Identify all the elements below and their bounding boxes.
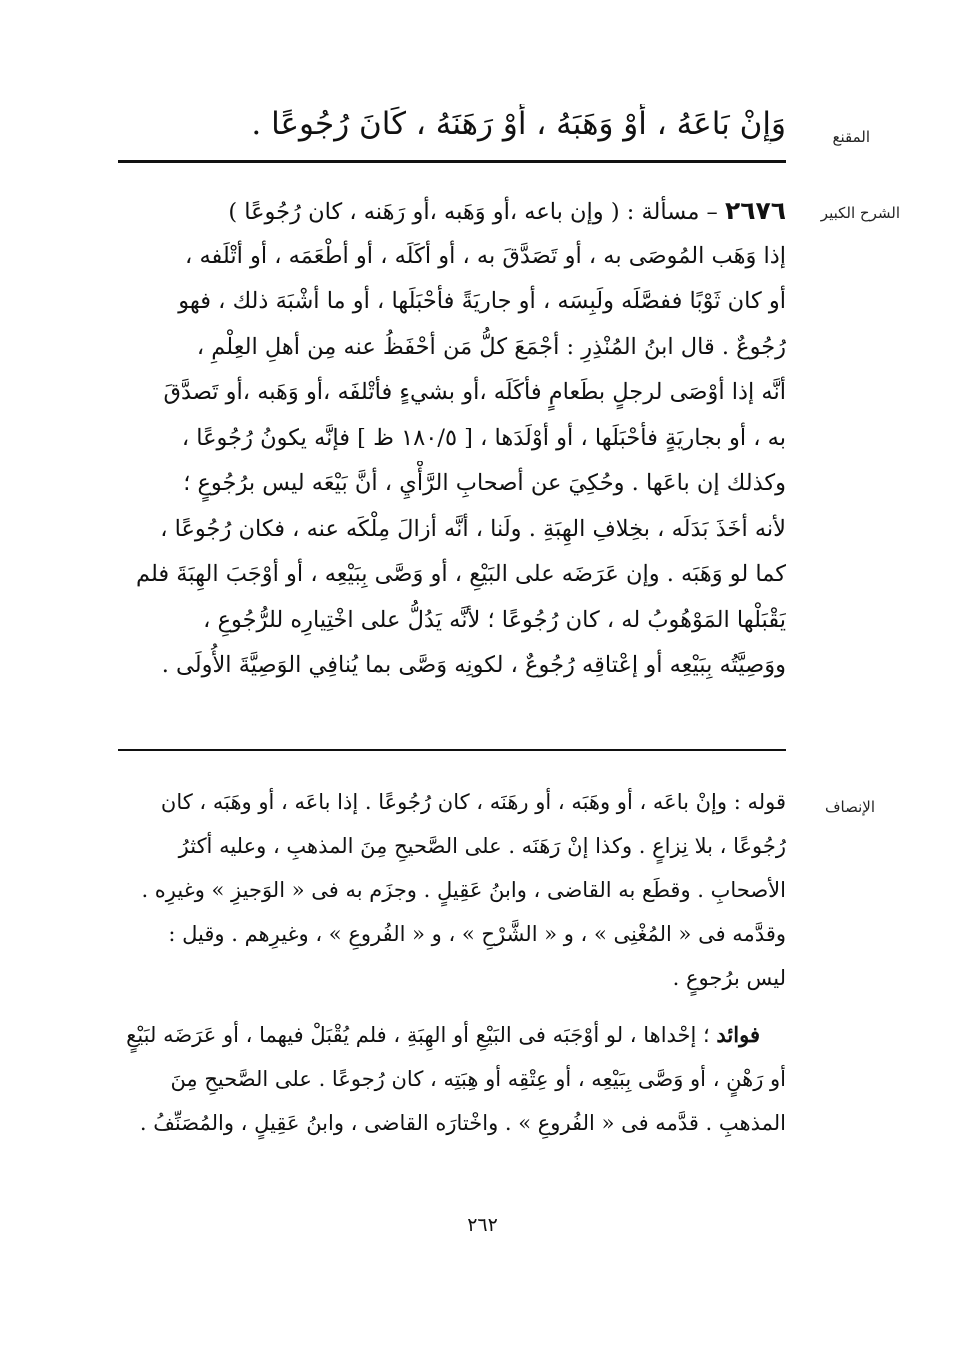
insaf-line: الأصحابِ . وقطَع به القاضى ، وابنُ عَقِيلٍ . وجزَم به فى « الوَجيزِ » وغيرِه .: [141, 878, 786, 902]
sharh-line: لأنه أخَذَ بَدَلَه ، بخِلافِ الهِبَةِ . ولَنا ، أنَّه أزالَ مِلْكَه عنه ، فكان رُجُوعًا ،: [160, 515, 786, 542]
margin-label-insaf: الإنصاف: [824, 798, 875, 816]
sharh-line-1: [118, 188, 786, 234]
muqni-text: وَإِنْ بَاعَهُ ، أَوْ وَهَبَهُ ، أَوْ رَهَنَهُ ، كَانَ رُجُوعًا .: [251, 106, 786, 142]
sharh-line: يَقْبَلْها المَوْهُوبُ له ، كان رُجُوعًا ؛ لأنَّه يَدُلُّ على اخْتِيارِه للرُّجُوعِ ،: [203, 606, 786, 633]
middle-divider-rule: [118, 749, 786, 751]
insaf-line: قوله : وإنْ باعَه ، أو وهَبَه ، أو رهَنَه ، كان رُجُوعًا . إذا باعَه ، أو وهَبَه ، كان: [160, 790, 786, 814]
sharh-line: أو كان ثَوْبًا ففصَّلَه ولَبِسَه ، أو جاريَةً فأحْبَلَها ، أو ما أشْبَهَ ذلك ، فهو: [178, 288, 786, 314]
sharh-line: به ، أو بجاريَةٍ فأحْبَلَها ، أو أوْلَدَها ، [ ٥/‏١٨٠ ظ ] فإنَّه يكونُ رُجُوعًا ،: [181, 424, 786, 451]
sharh-line: رُجُوعٌ . قال ابنُ المُنْذِرِ : أجْمَعَ كلُّ مَن أحْفَظُ عنه مِن أهلِ العِلْمِ ،: [196, 333, 786, 360]
fawaid-label: فوائد: [716, 1022, 760, 1047]
top-divider-rule: [118, 160, 786, 163]
insaf-line: ليس برُجوعٍ .: [672, 966, 786, 990]
insaf-line: رُجُوعًا ، بلا نِزاعٍ . وكذا إنْ رَهَنَه . على الصَّحيحِ مِنَ المذهبِ ، وعليه أكثرُ: [178, 834, 786, 858]
issue-heading: – مسألة : ( وإن باعه ،أو وَهَبه ،أو رَهَنه ، كان رُجُوعًا ): [228, 199, 725, 225]
fawaid-line-1: [118, 1013, 786, 1057]
sharh-line: وكذلك إن باعَها . وحُكِيَ عن أصحابِ الرَّأْيِ ، أنَّ بَيْعَه ليس برُجُوعٍ ؛: [183, 470, 786, 496]
insaf-text-block: [118, 780, 786, 1000]
fawaid-first-text: ؛ إحْداها ، لو أوْجَبَه فى البَيْعِ أو الهِبَةِ ، فلم يُقْبَلْ فيهما ، أو عَرَضَه لبَيْعٍ: [126, 1023, 717, 1047]
sharh-line: ووَصِيَّتُه بِبَيْعِه أو إعْتاقِه رُجُوعٌ ، لكونِه وَصَّى بما يُنافِي الوَصِيَّةَ الأُولَى .: [161, 652, 786, 678]
issue-number: ٢٦٧٦: [724, 196, 786, 225]
sharh-line: إذا وَهَب المُوصَى به ، أو تَصَدَّقَ به ، أو أكَلَه ، أو أطْعَمَه ، أو أتْلَفه ،: [185, 242, 786, 269]
margin-label-sharh: الشرح الكبير: [820, 204, 900, 222]
sharh-line: كما لو وَهَبَه . وإن عَرَضَه على البَيْعِ ، أو وَصَّى بِبَيْعِه ، أو أوْجَبَ الهِبَةَ فلم: [135, 561, 786, 587]
sharh-line: أنَّه إذا أوْصَى لرجلٍ بطَعامٍ فأكَلَه ،أو بشيءٍ فأتْلفَه ،أو وَهَبه ،أو تَصدَّقَ: [163, 379, 786, 405]
insaf-line: وقدَّمه فى « المُغْنِى » ، و « الشَّرْحِ » ، و « الفُروعِ » ، وغيرِهم . وقيل :: [168, 922, 786, 946]
sharh-text-block: [118, 188, 786, 689]
fawaid-line: المذهبِ . قدَّمه فى « الفُروعِ » . واخْتارَه القاضى ، وابنُ عَقِيلٍ ، والمُصَنِّفُ .: [139, 1111, 786, 1135]
page-number: ٢٦٢: [467, 1214, 498, 1236]
fawaid-text-block: [118, 1013, 786, 1145]
fawaid-line: أو رَهْنٍ ، أو وَصَّى بِبَيْعِه ، أو عِتْقِه أو هِبَتِه ، كان رُجوعًا . على الصَّحيحِ مِنَ: [170, 1067, 786, 1091]
muqni-text-block: [118, 104, 786, 144]
margin-label-muqni: المقنع: [832, 128, 870, 146]
